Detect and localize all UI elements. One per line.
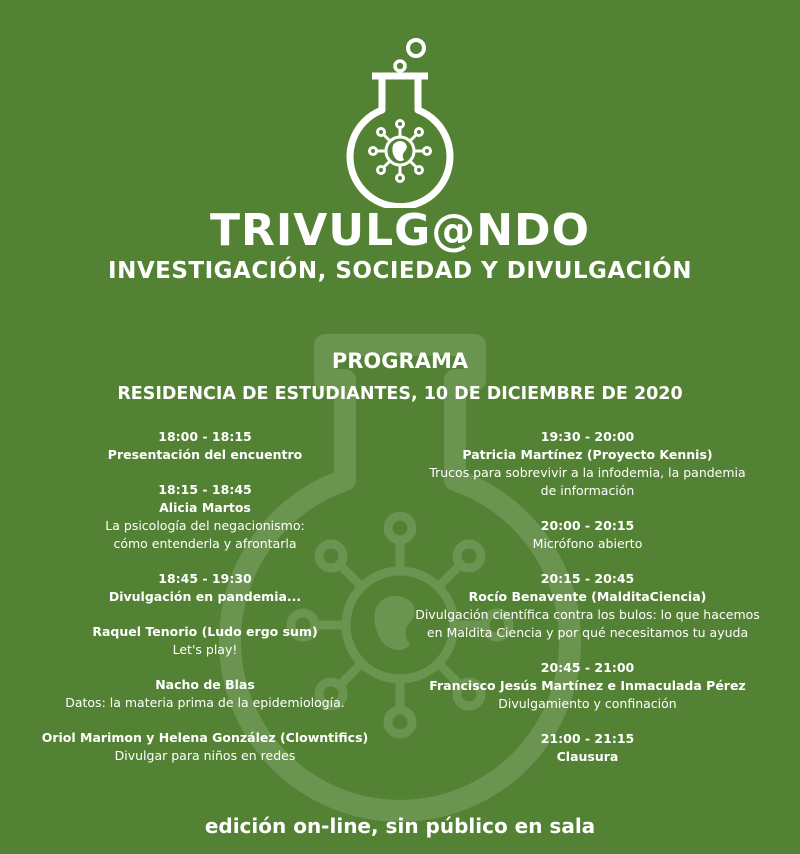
schedule-speaker: Rocío Benavente (MalditaCiencia) [468,589,707,604]
schedule-time: 18:00 - 18:15 [158,429,252,444]
schedule-item [20,428,390,464]
schedule-time: 20:00 - 20:15 [540,518,635,533]
schedule-description: Datos: la materia prima de la epidemiología. [65,695,345,710]
schedule-speaker: Divulgación en pandemia... [108,589,302,604]
event-subtitle: INVESTIGACIÓN, SOCIEDAD Y DIVULGACIÓN [108,258,692,284]
schedule-speaker: Clausura [556,749,619,764]
flask-logo-icon [340,38,460,208]
schedule-item [395,659,780,713]
schedule-item [20,729,390,765]
schedule-speaker: Francisco Jesús Martínez e Inmaculada Pérez [429,678,746,693]
schedule-speaker: Nacho de Blas [155,677,255,692]
event-title: TRIVULG@NDO [210,205,590,256]
schedule-right-column [395,428,780,783]
schedule-item [395,570,780,642]
schedule-speaker: Oriol Marimon y Helena González (Clowntifics) [41,730,369,745]
venue-date: RESIDENCIA DE ESTUDIANTES, 10 DE DICIEMBRE DE 2020 [117,384,683,404]
program-heading: PROGRAMA [331,349,469,373]
footer-note: edición on-line, sin público en sala [204,814,596,838]
schedule-speaker: Presentación del encuentro [107,447,303,462]
schedule-time: 20:15 - 20:45 [540,571,635,586]
schedule-description: en Maldita Ciencia y por qué necesitamos tu ayuda [426,625,749,640]
schedule-description: de información [540,483,635,498]
schedule-description: Micrófono abierto [532,536,643,551]
schedule-description: Divulgamiento y confinación [498,696,677,711]
schedule-item [20,623,390,659]
schedule-description: La psicología del negacionismo: [105,518,305,533]
schedule-speaker: Alicia Martos [159,500,251,515]
schedule-item [20,676,390,712]
schedule-speaker: Patricia Martínez (Proyecto Kennis) [462,447,713,462]
schedule-item [20,481,390,553]
schedule-time: 18:45 - 19:30 [158,571,252,586]
schedule-description: Trucos para sobrevivir a la infodemia, la pandemia [429,465,746,480]
schedule-item [395,517,780,553]
schedule-description: Divulgación científica contra los bulos: lo que hacemos [415,607,760,622]
schedule-time: 20:45 - 21:00 [540,660,635,675]
schedule-speaker: Raquel Tenorio (Ludo ergo sum) [92,624,318,639]
schedule-description: Let's play! [172,642,238,657]
schedule-time: 21:00 - 21:15 [540,731,635,746]
schedule-item [20,570,390,606]
schedule-left-column [20,428,390,782]
schedule-description: Divulgar para niños en redes [114,748,296,763]
schedule-description: cómo entenderla y afrontarla [113,536,297,551]
schedule-item [395,428,780,500]
schedule-item [395,730,780,766]
schedule-time: 18:15 - 18:45 [158,482,252,497]
schedule-time: 19:30 - 20:00 [540,429,635,444]
